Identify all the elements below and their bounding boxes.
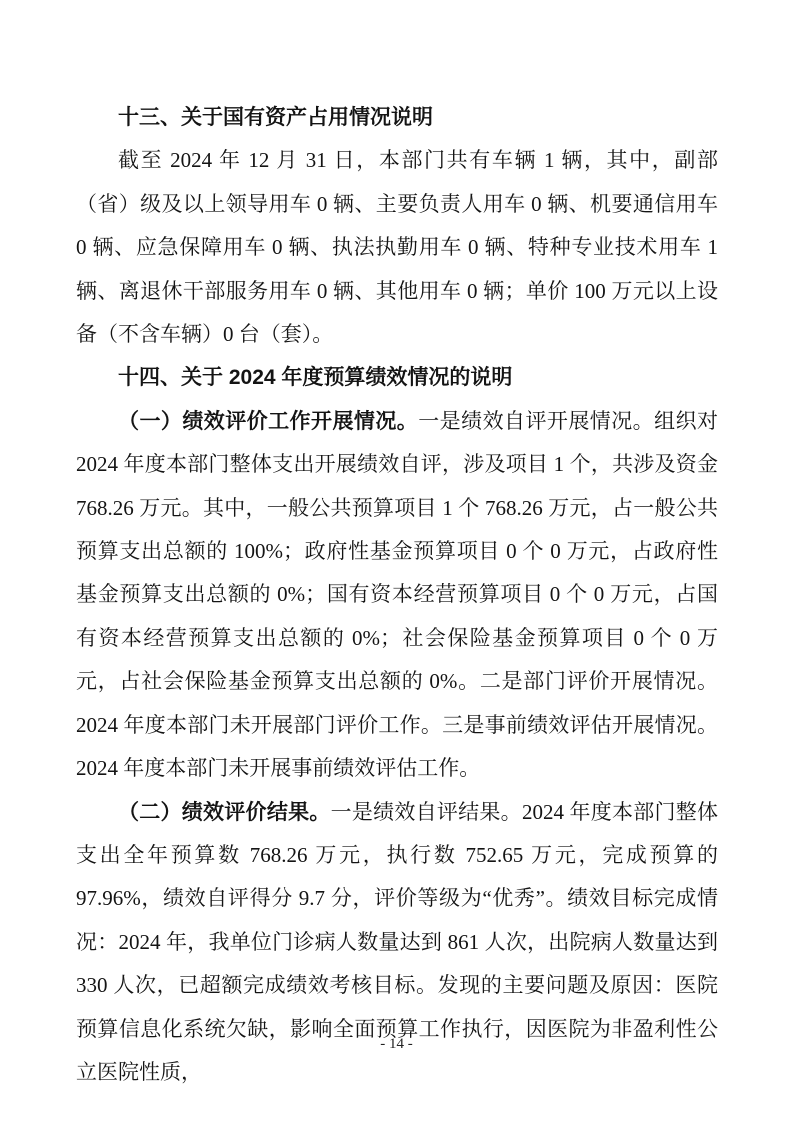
- performance-evaluation-lead: （一）绩效评价工作开展情况。: [118, 409, 419, 433]
- section-14-heading: 十四、关于 2024 年度预算绩效情况的说明: [118, 366, 513, 390]
- evaluation-result-text: 一是绩效自评结果。2024 年度本部门整体支出全年预算数 768.26 万元，执行数 752.65 万元，完成预算的 97.96%，绩效自评得分 9.7 分，评价等级为“优秀”。绩效目标完成情况：2024 年，我单位门诊病人数量达到 861 人次，出院病人数量达到 330 人次，已超额完成绩效考核目标。发现的主要问题及原因：医院预算信息化系统欠缺，影响全面预算工作执行，因医院为非盈利性公立医院性质，: [76, 799, 719, 1084]
- evaluation-result-lead: （二）绩效评价结果。: [118, 800, 331, 824]
- page-content: [76, 96, 718, 1094]
- performance-evaluation-text: 一是绩效自评开展情况。组织对 2024 年度本部门整体支出开展绩效自评，涉及项目 1 个，共涉及资金 768.26 万元。其中，一般公共预算项目 1 个 768.26 万元，占一般公共预算支出总额的 100%；政府性基金预算项目 0 个 0 万元，占政府性基金预算支出总额的 0%；国有资本经营预算项目 0 个 0 万元，占国有资本经营预算支出总额的 0%；社会保险基金预算项目 0 个 0 万元，占社会保险基金预算支出总额的 0%。二是部门评价开展情况。2024 年度本部门未开展部门评价工作。三是事前绩效评估开展情况。2024 年度本部门未开展事前绩效评估工作。: [76, 408, 719, 781]
- performance-evaluation-paragraph: [76, 400, 718, 791]
- section-13-paragraph: 截至 2024 年 12 月 31 日，本部门共有车辆 1 辆，其中，副部（省）级及以上领导用车 0 辆、主要负责人用车 0 辆、机要通信用车 0 辆、应急保障用车 0 辆、执法执勤用车 0 辆、特种专业技术用车 1 辆、离退休干部服务用车 0 辆、其他用车 0 辆；单价 100 万元以上设备（不含车辆）0 台（套）。: [76, 148, 718, 347]
- page-number: - 14 -: [380, 1036, 413, 1052]
- section-13-heading: 十三、关于国有资产占用情况说明: [118, 106, 433, 129]
